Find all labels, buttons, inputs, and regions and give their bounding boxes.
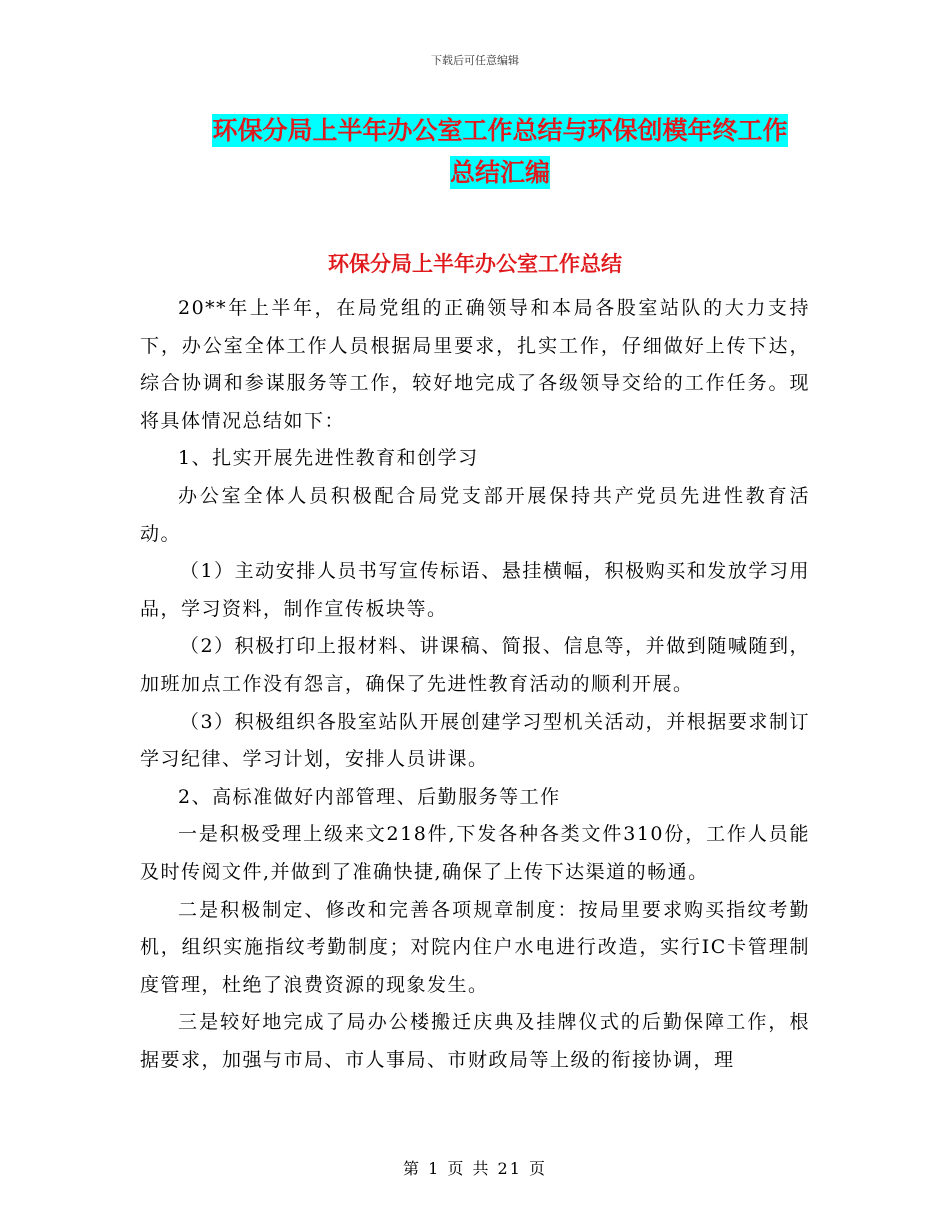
header-note: 下载后可任意编辑 [431,54,519,67]
section-title: 环保分局上半年办公室工作总结 [328,252,622,276]
document-title [140,110,860,194]
paragraph: 一是积极受理上级来文218件,下发各种各类文件310份，工作人员能及时传阅文件,并做到了准确快捷,确保了上传下达渠道的畅通。 [140,823,810,883]
paragraph: 二是积极制定、修改和完善各项规章制度：按局里要求购买指纹考勤机，组织实施指纹考勤制度；对院内住户水电进行改造，实行IC卡管理制度管理，杜绝了浪费资源的现象发生。 [140,898,810,996]
document-body [140,290,810,1079]
page-footer: 第 1 页 共 21 页 [403,1159,547,1178]
paragraph-item-2: （2）积极打印上报材料、讲课稿、简报、信息等，并做到随喊随到，加班加点工作没有怨言，确保了先进性教育活动的顺利开展。 [140,635,810,695]
paragraph: 三是较好地完成了局办公楼搬迁庆典及挂牌仪式的后勤保障工作，根据要求，加强与市局、市人事局、市财政局等上级的衔接协调，理 [140,1011,810,1071]
title-line-2: 总结汇编 [449,158,550,187]
paragraph: 办公室全体人员积极配合局党支部开展保持共产党员先进性教育活动。 [140,484,810,545]
title-line-1: 环保分局上半年办公室工作总结与环保创模年终工作 [212,116,788,145]
paragraph-item-1: （1）主动安排人员书写宣传标语、悬挂横幅，积极购买和发放学习用品，学习资料，制作宣传板块等。 [140,560,810,620]
paragraph-item-3: （3）积极组织各股室站队开展创建学习型机关活动，并根据要求制订学习纪律、学习计划，安排人员讲课。 [140,710,810,771]
paragraph-intro: 20**年上半年，在局党组的正确领导和本局各股室站队的大力支持下，办公室全体工作人员根据局里要求，扎实工作，仔细做好上传下达，综合协调和参谋服务等工作，较好地完成了各级领导交给的工作任务。现将具体情况总结如下： [140,297,810,432]
heading-2: 2、高标准做好内部管理、后勤服务等工作 [178,785,561,808]
heading-1: 1、扎实开展先进性教育和创学习 [178,447,479,470]
